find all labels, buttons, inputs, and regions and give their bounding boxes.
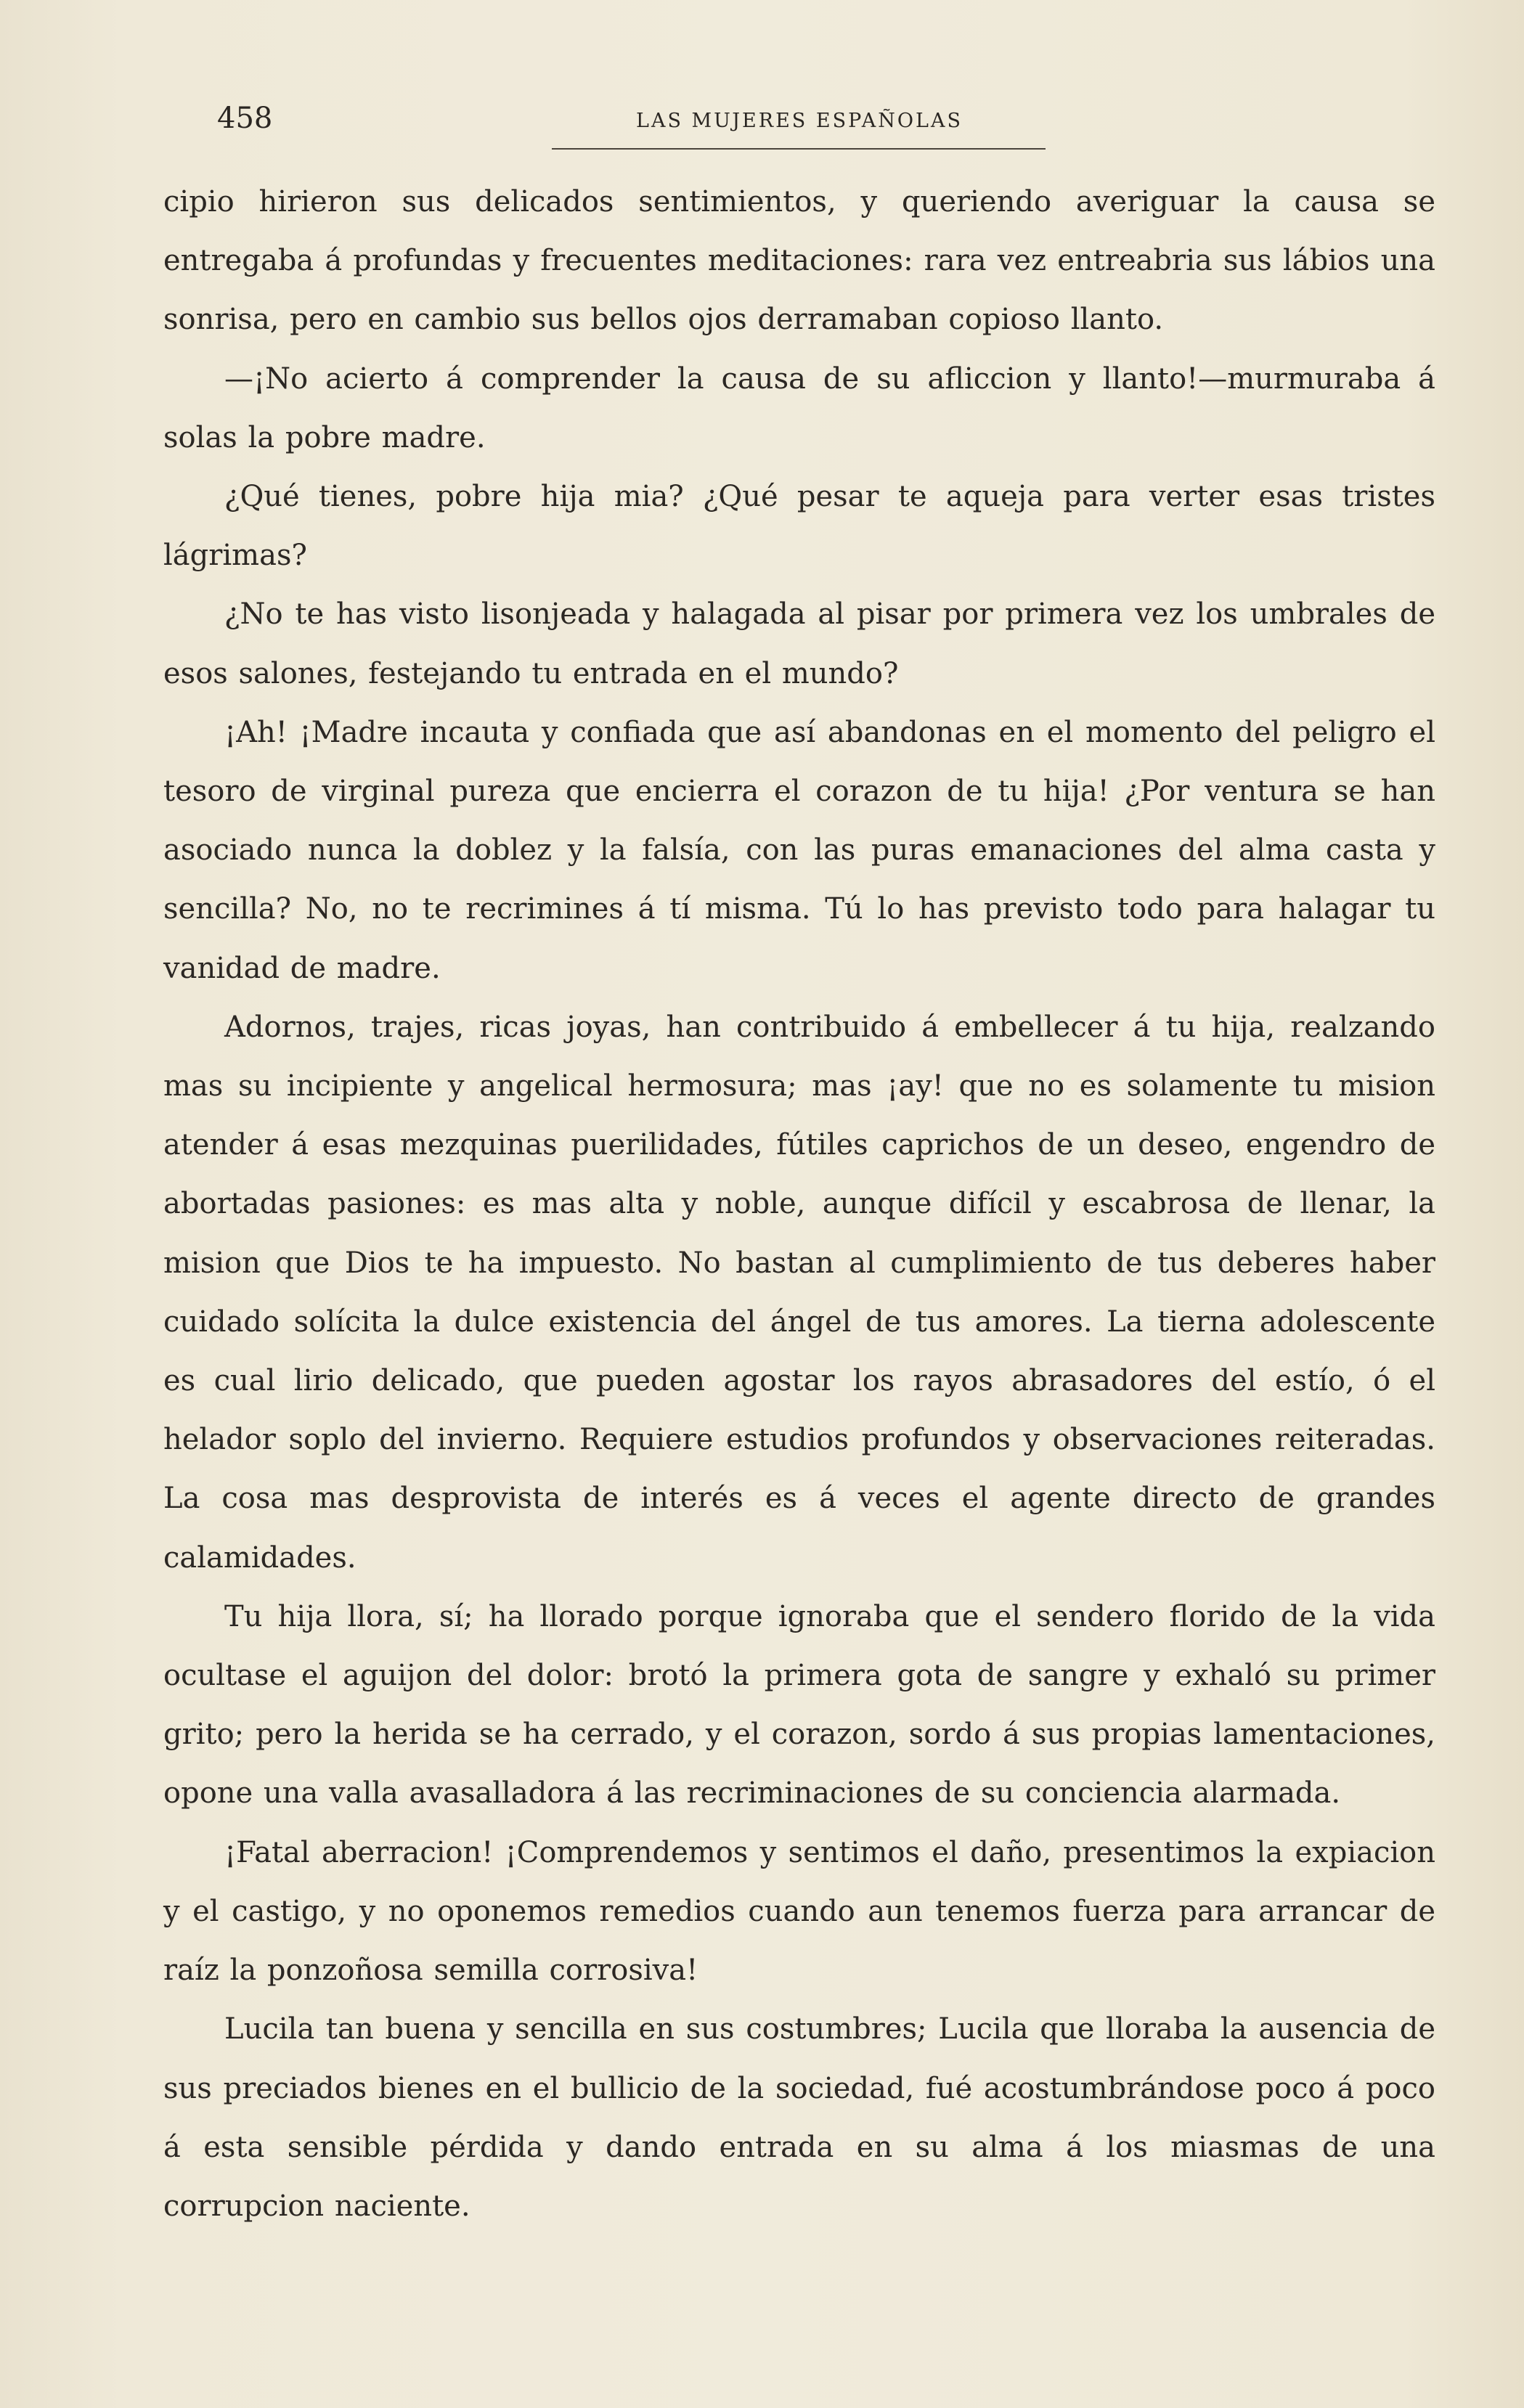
header-rule [552,148,1046,150]
page-number: 458 [217,102,273,135]
paragraph: ¿Qué tienes, pobre hija mia? ¿Qué pesar te aqueja para verter esas tristes lágrimas? [163,480,1435,573]
paragraph: ¿No te has visto lisonjeada y halagada al pisar por primera vez los umbrales de esos salones, festejando tu entrada en el mundo? [163,597,1435,690]
body-text [163,173,1435,2236]
paragraph: Tu hija llora, sí; ha llorado porque ignoraba que el sendero florido de la vida ocultase el aguijon del dolor: brotó la primera gota de sangre y exhaló su primer grito; pero la herida se ha cerrado, y el corazon, sordo á sus propias lamentaciones, opone una valla avasalladora á las recriminaciones de su conciencia alarmada. [163,1599,1435,1811]
paragraph-dialogue: —¡No acierto á comprender la causa de su afliccion y llanto!—murmuraba á solas la pobre madre. [163,362,1435,454]
paragraph-continuation: cipio hirieron sus delicados sentimientos, y queriendo averiguar la causa se entregaba á profundas y frecuentes meditaciones: rara vez entreabria sus lábios una sonrisa, pero en cambio sus bellos ojos derramaban copioso llanto. [163,185,1435,337]
paragraph: ¡Ah! ¡Madre incauta y confiada que así abandonas en el momento del peligro el tesoro de virginal pureza que encierra el corazon de tu hija! ¿Por ventura se han asociado nunca la doblez y la falsía, con las puras emanaciones del alma casta y sencilla? No, no te recrimines á tí misma. Tú lo has previsto todo para halagar tu vanidad de madre. [163,715,1435,985]
paragraph: Lucila tan buena y sencilla en sus costumbres; Lucila que lloraba la ausencia de sus preciados bienes en el bullicio de la sociedad, fué acostumbrándose poco á poco á esta sensible pérdida y dando entrada en su alma á los miasmas de una corrupcion naciente. [163,2012,1435,2223]
running-title: LAS MUJERES ESPAÑOLAS [636,110,963,132]
page-header [163,97,1435,147]
paragraph: Adornos, trajes, ricas joyas, han contribuido á embellecer á tu hija, realzando mas su incipiente y angelical hermosura; mas ¡ay! que no es solamente tu mision atender á esas mezquinas puerilidades, fútiles caprichos de un deseo, engendro de abortadas pasiones: es mas alta y noble, aunque difícil y escabrosa de llenar, la mision que Dios te ha impuesto. No bastan al cumplimiento de tus deberes haber cuidado solícita la dulce existencia del ángel de tus amores. La tierna adolescente es cual lirio delicado, que pueden agostar los rayos abrasadores del estío, ó el helador soplo del invierno. Requiere estudios profundos y observaciones reiteradas. La cosa mas desprovista de interés es á veces el agente directo de grandes calamidades. [163,1010,1435,1575]
paragraph: ¡Fatal aberracion! ¡Comprendemos y sentimos el daño, presentimos la expiacion y el castigo, y no oponemos remedios cuando aun tenemos fuerza para arrancar de raíz la ponzoñosa semilla corrosiva! [163,1835,1435,1988]
